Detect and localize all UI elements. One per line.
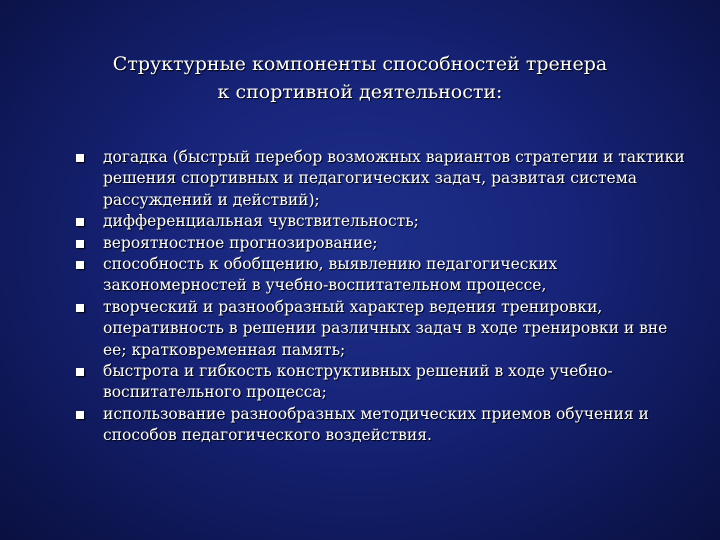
slide-title-line-2: к спортивной деятельности:	[217, 81, 503, 103]
slide-title	[60, 50, 660, 106]
square-bullet-icon	[76, 218, 84, 226]
square-bullet-icon	[76, 154, 84, 162]
bullet-item-guess	[76, 147, 686, 211]
bullet-item-sensitivity	[76, 211, 686, 232]
bullet-text: способность к обобщению, выявлению педагогических закономерностей в учебно-воспитательном процессе,	[103, 255, 558, 295]
square-bullet-icon	[76, 368, 84, 376]
square-bullet-icon	[76, 240, 84, 248]
bullet-text: творческий и разнообразный характер ведения тренировки, оперативность в решении различных задач в ходе тренировки и вне ее; кратковременная память;	[103, 297, 668, 359]
bullet-text: быстрота и гибкость конструктивных решений в ходе учебно-воспитательного процесса;	[103, 362, 613, 402]
bullet-item-creativity	[76, 297, 686, 361]
bullet-text: использование разнообразных методических приемов обучения и способов педагогического воздействия.	[103, 404, 649, 445]
bullet-list	[76, 147, 686, 447]
bullet-item-generalization	[76, 254, 686, 297]
bullet-item-forecasting	[76, 233, 686, 254]
slide-title-line-1: Структурные компоненты способностей тренера	[112, 53, 608, 75]
bullet-item-methods	[76, 404, 686, 447]
square-bullet-icon	[76, 304, 84, 312]
bullet-text: вероятностное прогнозирование;	[103, 233, 378, 252]
square-bullet-icon	[76, 261, 84, 269]
bullet-text: догадка (быстрый перебор возможных вариантов стратегии и тактики решения спортивных и педагогических задач, развитая система рассуждений и действий);	[103, 148, 685, 209]
bullet-text: дифференциальная чувствительность;	[103, 212, 419, 231]
bullet-item-flexibility	[76, 361, 686, 404]
square-bullet-icon	[76, 411, 84, 419]
